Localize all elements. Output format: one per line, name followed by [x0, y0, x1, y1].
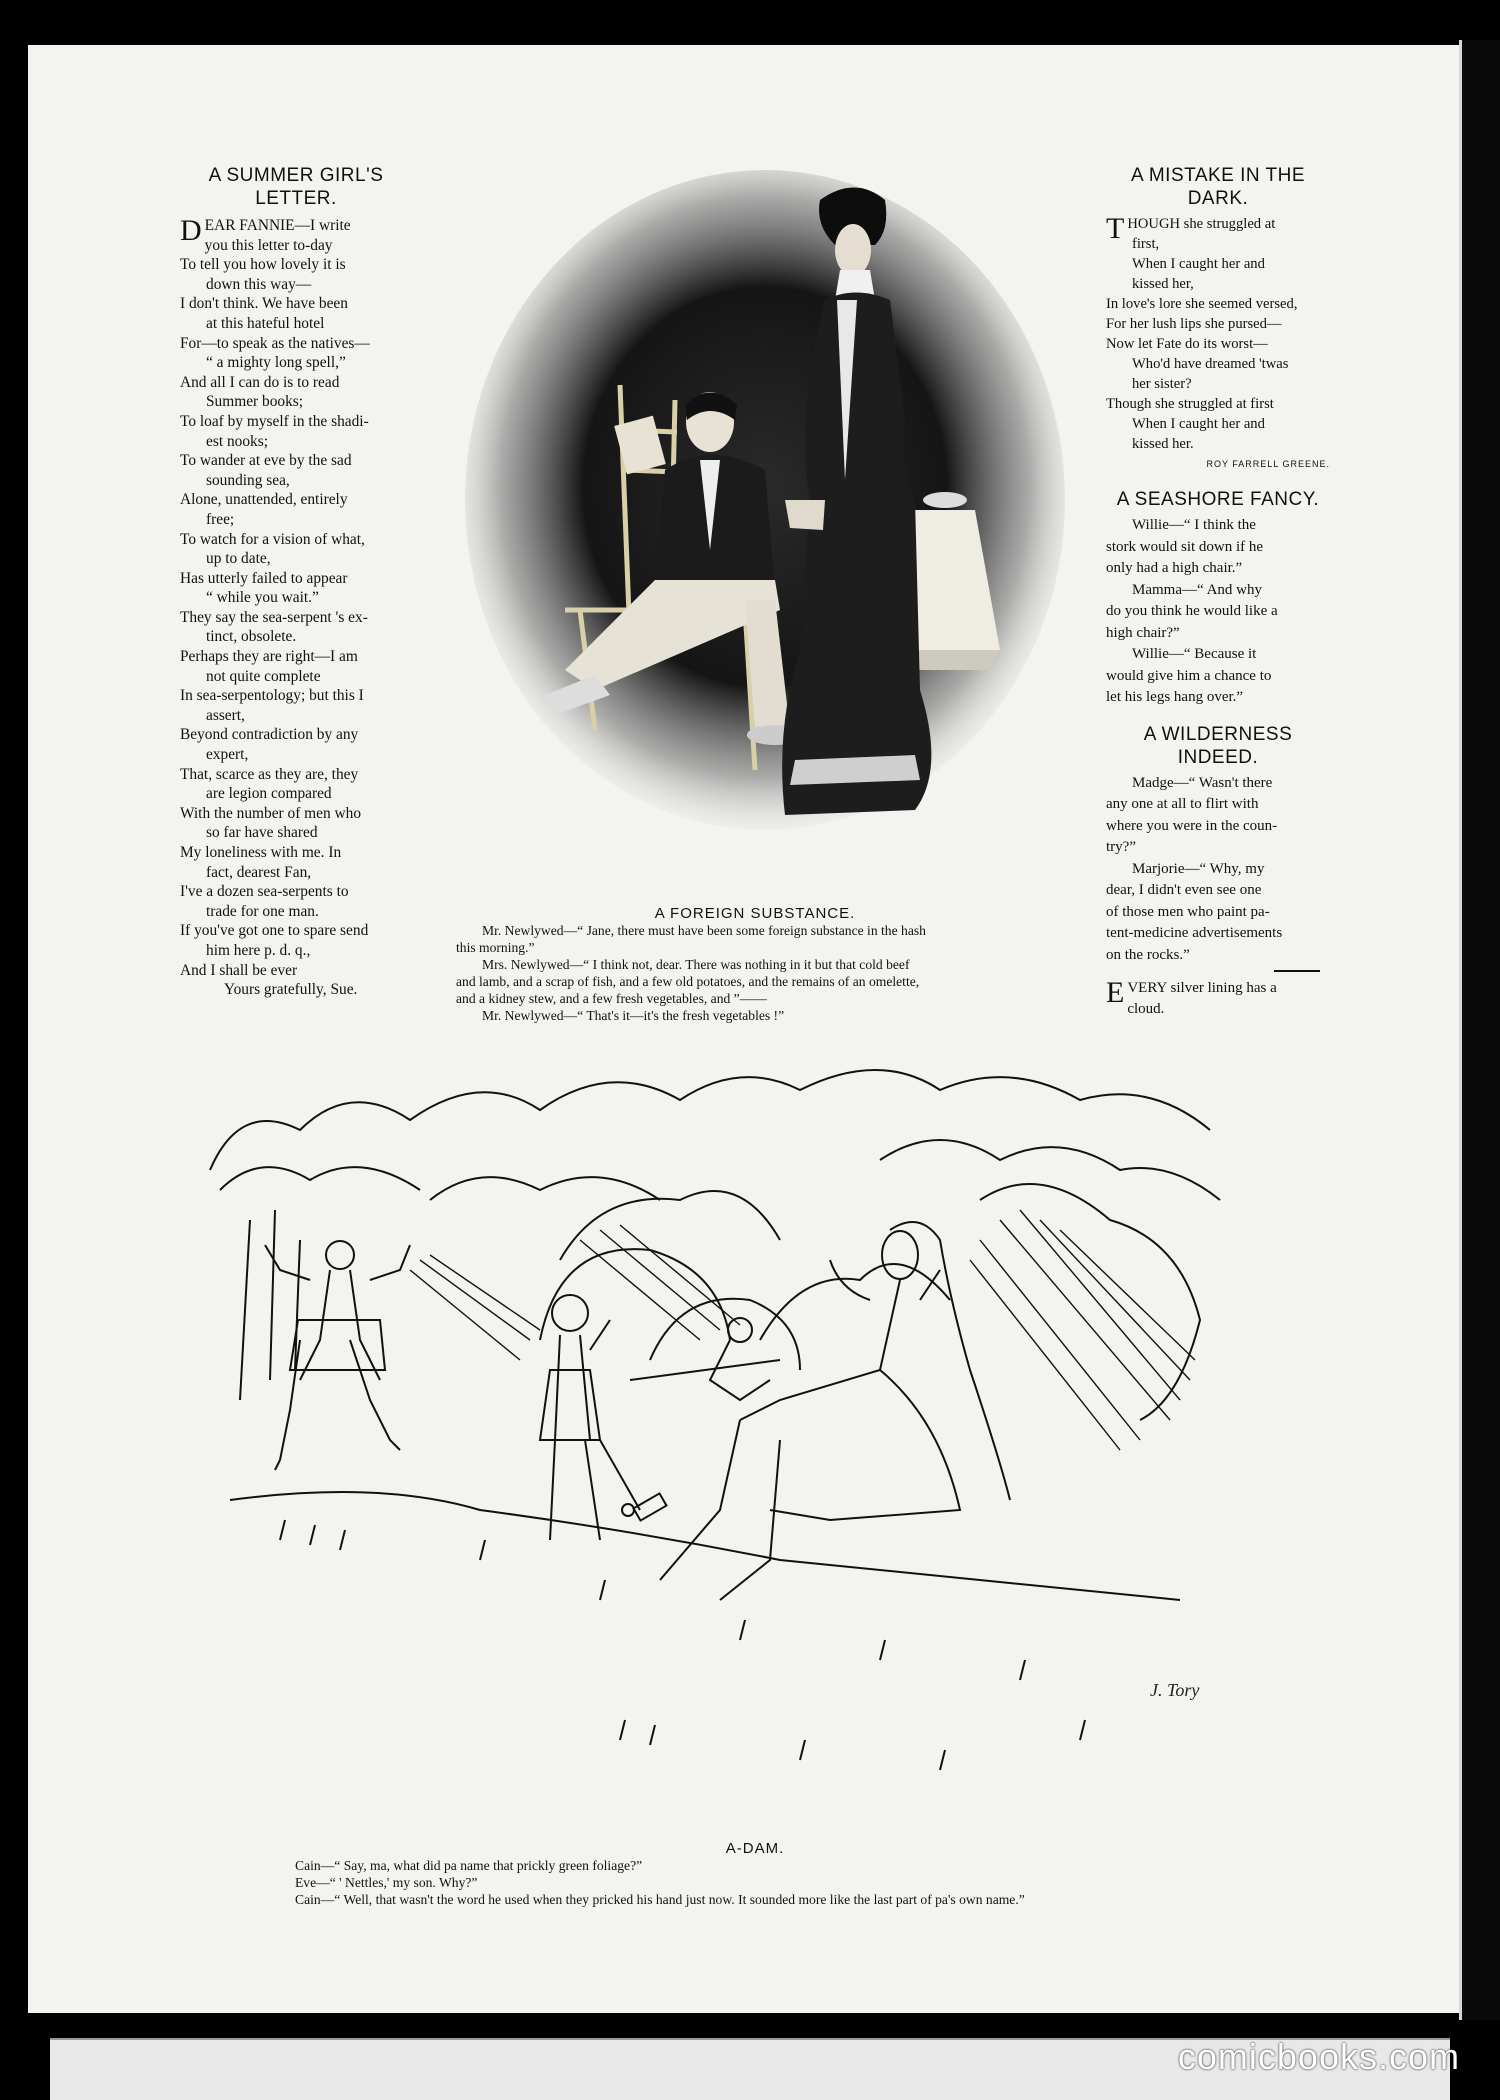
dialogue-line: Eve—“ ' Nettles,' my son. Why?”	[295, 1875, 478, 1890]
poem-line: are legion compared	[206, 785, 332, 803]
mistake-title-line-1: A MISTAKE IN THE	[1130, 165, 1306, 186]
poem-line: With the number of men who	[180, 804, 362, 822]
text-line: high chair?”	[1106, 624, 1180, 641]
drop-cap: T	[1106, 212, 1125, 245]
poem-line: To tell you how lovely it is	[180, 256, 346, 274]
poem-line: Who'd have dreamed 'twas	[1132, 356, 1289, 372]
poem-line: That, scarce as they are, they	[180, 765, 359, 783]
dancing-adam	[265, 1241, 410, 1470]
cain-boy	[540, 1295, 666, 1540]
seashore-title: A SEASHORE FANCY.	[1116, 489, 1320, 510]
wilderness-title	[1106, 723, 1330, 769]
poem-line: him here p. d. q.,	[206, 941, 311, 959]
text-line: would give him a chance to	[1106, 667, 1272, 684]
section-rule	[1274, 970, 1320, 972]
text-line: cloud.	[1127, 1001, 1165, 1017]
summer-girl-title-line-1: A SUMMER GIRL'S	[208, 165, 384, 186]
poem-line: When I caught her and	[1132, 256, 1265, 272]
drop-cap: D	[180, 214, 202, 247]
poem-line: assert,	[206, 706, 245, 724]
poem-line: In sea-serpentology; but this I	[180, 687, 364, 705]
poem-line: Alone, unattended, entirely	[180, 491, 348, 509]
poem-line: For—to speak as the natives—	[180, 334, 370, 352]
poem-line: up to date,	[206, 550, 271, 568]
summer-girl-title	[180, 164, 412, 210]
poem-line: Has utterly failed to appear	[180, 569, 348, 587]
poem-line: “ while you wait.”	[206, 589, 319, 607]
poem-line: Summer books;	[206, 393, 304, 411]
dialogue-line: Mr. Newlywed—“ That's it—it's the fresh vegetables !”	[482, 1008, 785, 1023]
dialogue-line: this morning.”	[456, 940, 535, 955]
poem-line: Perhaps they are right—I am	[180, 648, 358, 666]
dialogue-line: Mrs. Newlywed—“ I think not, dear. There was nothing in it but that cold beef	[482, 957, 910, 972]
a-dam-caption	[295, 1840, 1295, 1908]
poem-line: kissed her.	[1132, 436, 1194, 452]
poem-line: In love's lore she seemed versed,	[1106, 296, 1298, 312]
text-line: where you were in the coun-	[1106, 817, 1278, 834]
text-line: of those men who paint pa-	[1106, 903, 1270, 920]
poem-line: I don't think. We have been	[180, 295, 348, 313]
poem-line: expert,	[206, 746, 249, 764]
artist-signature: J. Tory	[1150, 1680, 1200, 1700]
poem-line: down this way—	[206, 275, 312, 293]
summer-girl-poem	[180, 216, 412, 1000]
poem-line: I've a dozen sea-serpents to	[180, 883, 349, 901]
poem-line: And I shall be ever	[180, 961, 298, 979]
wilderness-title-line-1: A WILDERNESS	[1143, 723, 1293, 745]
watermark: comicbooks.com	[1177, 2036, 1460, 2077]
text-line: dear, I didn't even see one	[1106, 882, 1262, 898]
abel-kneeling	[630, 1318, 780, 1400]
poem-line: For her lush lips she pursed—	[1106, 316, 1282, 332]
poem-line: Though she struggled at first	[1106, 396, 1274, 412]
text-line: on the rocks.”	[1106, 946, 1190, 963]
text-line: Willie—“ Because it	[1132, 646, 1257, 662]
poem-line: you this letter to-day	[204, 236, 333, 254]
foreground-grass	[230, 1492, 1180, 1770]
poem-line: first,	[1132, 236, 1160, 252]
poem-line: her sister?	[1132, 376, 1192, 392]
author-credit: ROY FARRELL GREENE.	[1206, 459, 1330, 469]
poem-line: kissed her,	[1132, 276, 1194, 292]
newlywed-illustration	[445, 170, 1065, 870]
text-line: only had a high chair.”	[1106, 560, 1243, 576]
foreign-substance-title: A FOREIGN SUBSTANCE.	[654, 905, 856, 922]
background-trees	[210, 1070, 1220, 1420]
hatching-foliage	[410, 1210, 1195, 1450]
wilderness-title-line-2: INDEED.	[1177, 746, 1259, 768]
wilderness-text	[1106, 773, 1330, 967]
poem-line: To wander at eve by the sad	[180, 452, 352, 470]
a-dam-title: A-DAM.	[725, 1840, 785, 1857]
dialogue-line: and lamb, and a scrap of fish, and a few old potatoes, and the remains of an omelette,	[456, 974, 920, 989]
poem-line: sounding sea,	[206, 471, 290, 489]
poem-line: not quite complete	[206, 667, 321, 685]
text-line: Marjorie—“ Why, my	[1132, 860, 1265, 877]
poem-line: They say the sea-serpent 's ex-	[180, 608, 368, 626]
text-line: do you think he would like a	[1106, 603, 1278, 619]
text-line: Mamma—“ And why	[1132, 581, 1262, 598]
poem-line: est nooks;	[206, 432, 268, 450]
poem-line: To watch for a vision of what,	[180, 530, 365, 548]
text-line: Willie—“ I think the	[1132, 517, 1256, 533]
poem-signoff: Yours gratefully, Sue.	[224, 981, 358, 999]
poem-line: Now let Fate do its worst—	[1106, 336, 1268, 352]
poem-line: When I caught her and	[1132, 416, 1265, 432]
text-line: Madge—“ Wasn't there	[1132, 774, 1273, 791]
foreign-substance-caption	[456, 905, 1054, 1024]
poem-line: And all I can do is to read	[180, 373, 340, 391]
mistake-title-line-2: DARK.	[1187, 188, 1249, 209]
text-line: any one at all to flirt with	[1106, 796, 1259, 812]
poem-line: Beyond contradiction by any	[180, 726, 359, 744]
poem-line: To loaf by myself in the shadi-	[180, 412, 369, 430]
summer-girl-letter-column	[180, 164, 412, 1000]
dialogue-line: and a kidney stew, and a few fresh vegetables, and ”——	[456, 991, 767, 1006]
summer-girl-title-line-2: LETTER.	[255, 188, 337, 209]
text-line: try?”	[1106, 839, 1136, 855]
mistake-title	[1106, 164, 1330, 210]
poem-line: HOUGH she struggled at	[1127, 216, 1276, 232]
poem-line: free;	[206, 510, 235, 528]
text-line: tent-medicine advertisements	[1106, 925, 1283, 941]
text-line: let his legs hang over.”	[1106, 689, 1244, 705]
poem-line: trade for one man.	[206, 902, 319, 920]
right-column	[1106, 164, 1330, 1020]
drop-cap: E	[1106, 976, 1125, 1009]
next-page-edge	[1459, 40, 1500, 2020]
poem-line: at this hateful hotel	[206, 314, 325, 332]
dialogue-line: Cain—“ Well, that wasn't the word he used when they pricked his hand just now. It sounded more like the last part of pa's own name.”	[295, 1892, 1025, 1907]
silver-lining-text	[1106, 978, 1330, 1020]
text-line: VERY silver lining has a	[1127, 980, 1277, 996]
dialogue-line: Mr. Newlywed—“ Jane, there must have been some foreign substance in the hash	[482, 923, 926, 938]
dialogue-line: Cain—“ Say, ma, what did pa name that prickly green foliage?”	[295, 1858, 643, 1873]
poem-line: so far have shared	[206, 824, 318, 842]
poem-line: fact, dearest Fan,	[206, 863, 312, 881]
poem-line: tinct, obsolete.	[206, 628, 297, 646]
poem-line: EAR FANNIE—I write	[204, 217, 351, 234]
text-line: stork would sit down if he	[1106, 538, 1264, 555]
seashore-text	[1106, 515, 1330, 709]
poem-line: My loneliness with me. In	[180, 844, 342, 861]
poem-line: “ a mighty long spell,”	[206, 354, 346, 372]
mistake-poem	[1106, 214, 1330, 474]
poem-line: If you've got one to spare send	[180, 922, 369, 940]
